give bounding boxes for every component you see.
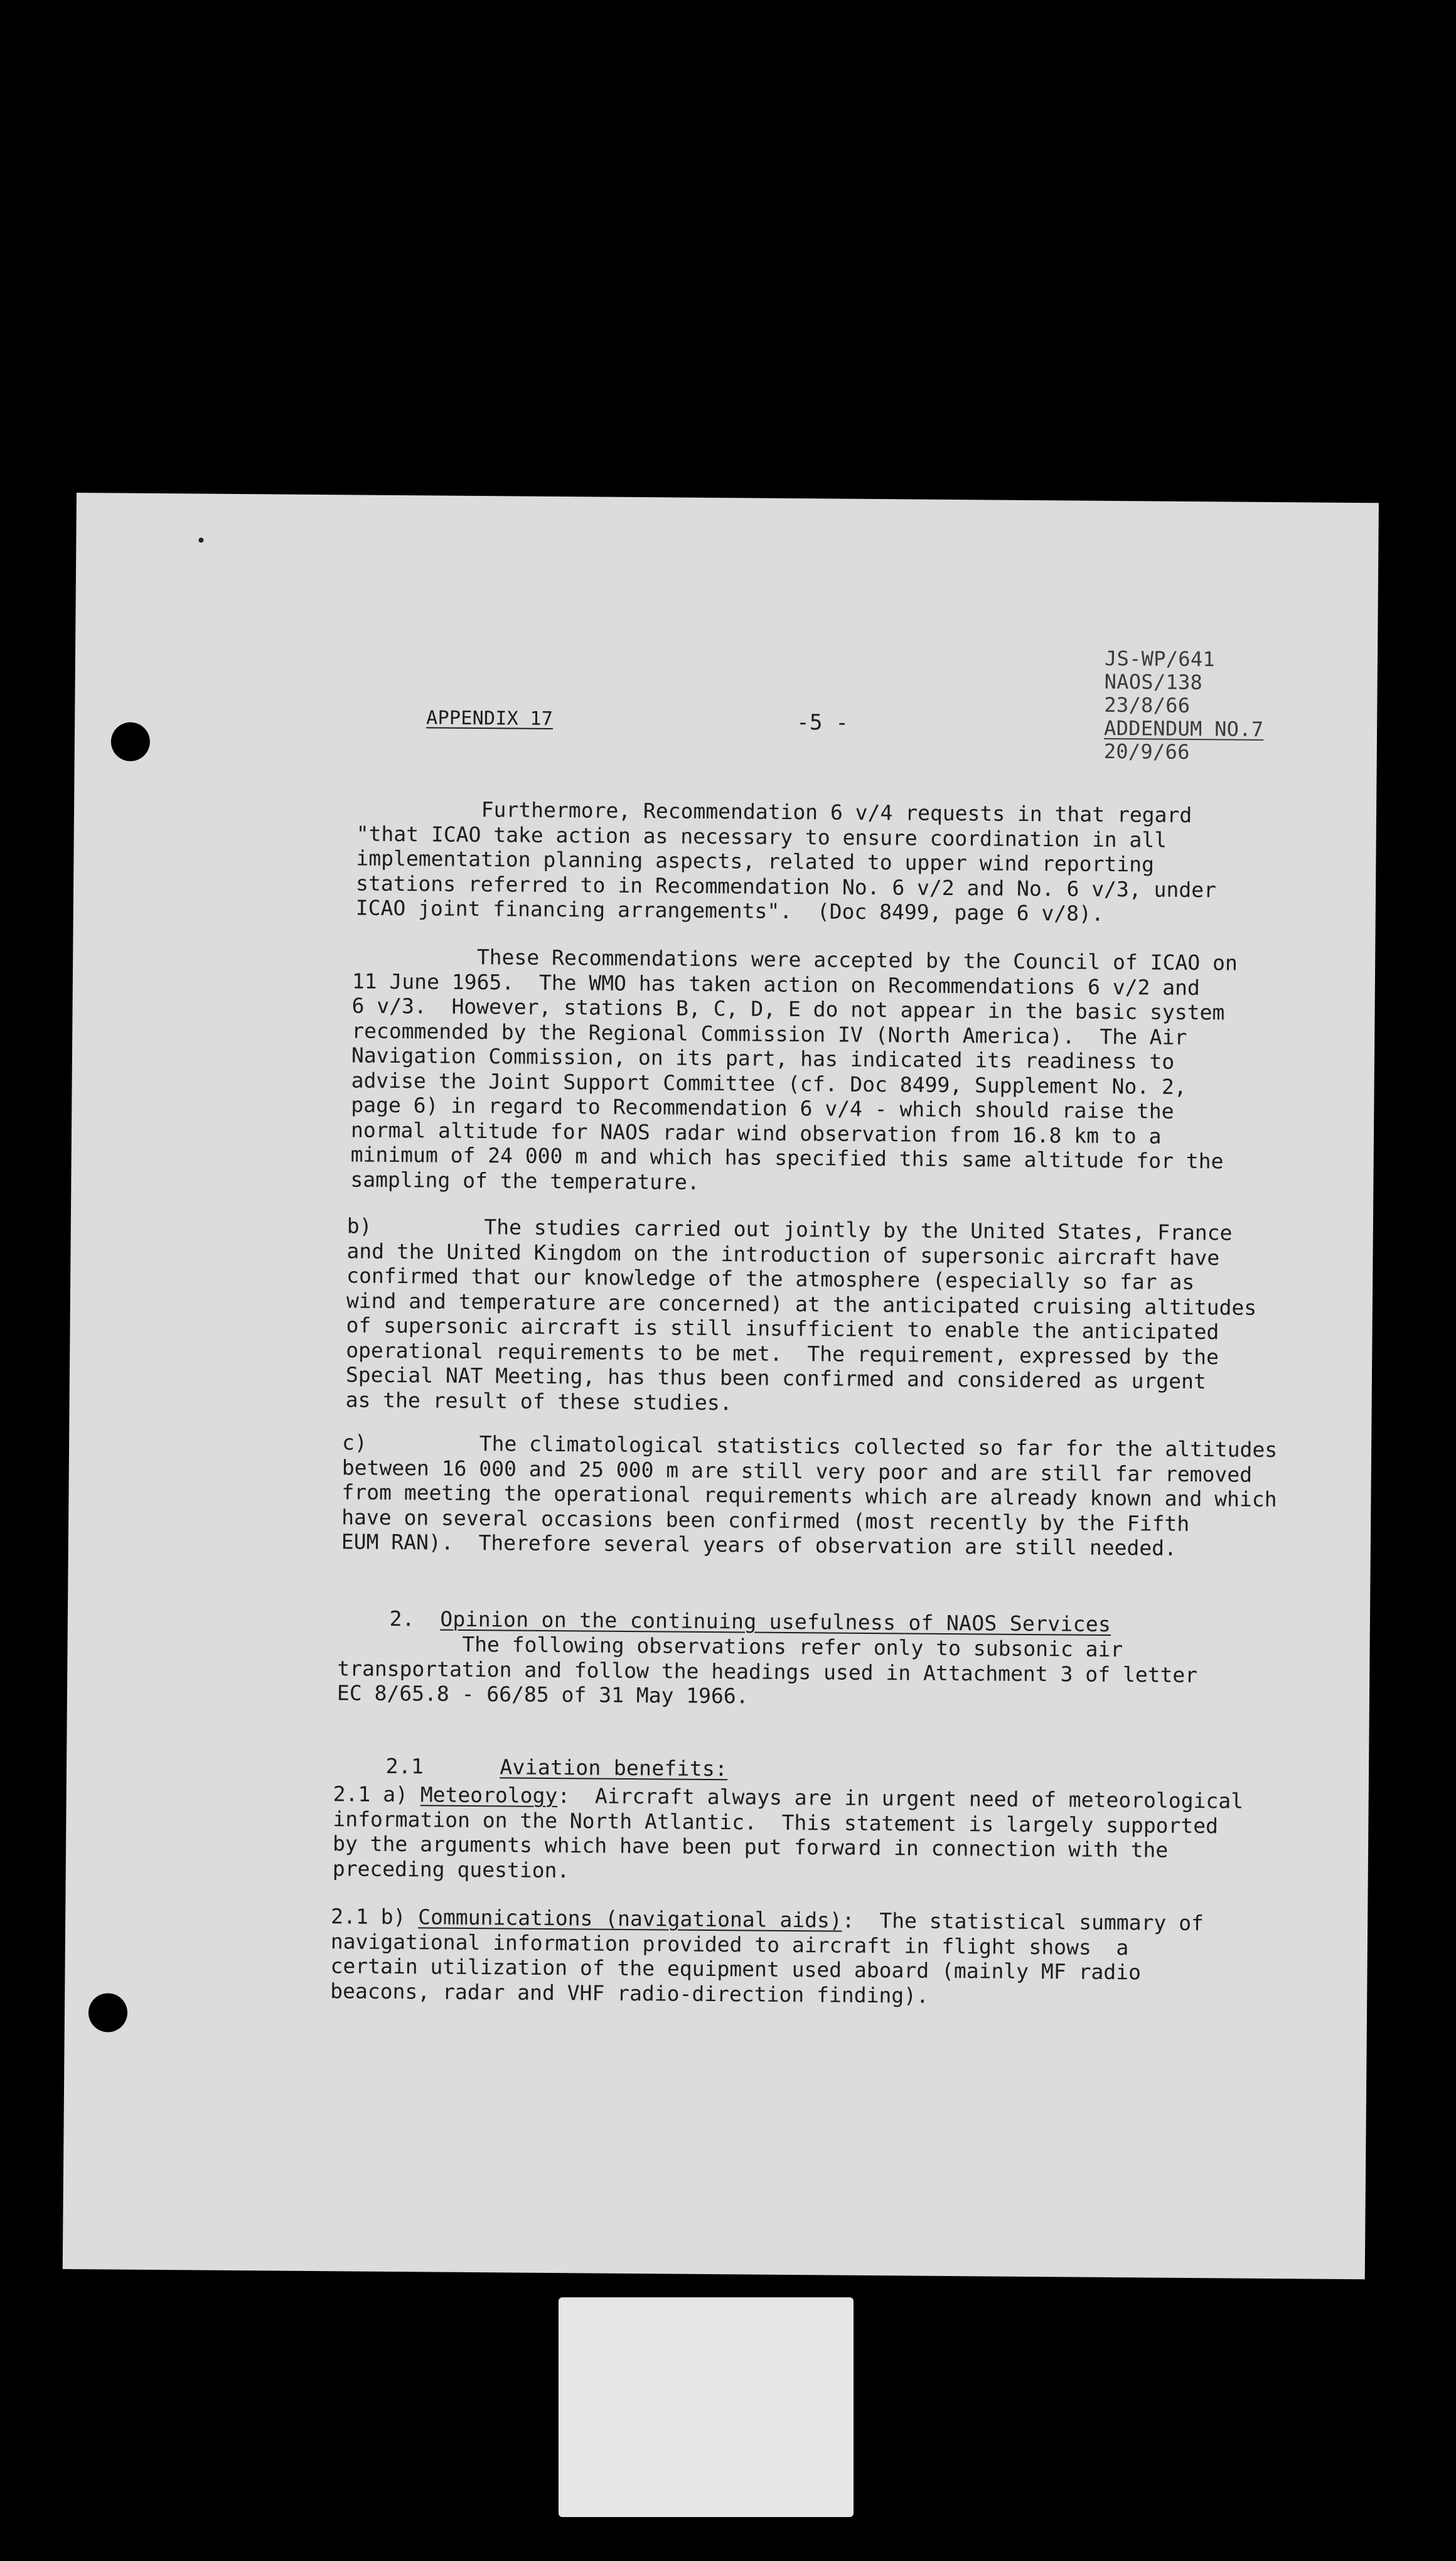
ref-line: 23/8/66	[1104, 692, 1191, 717]
item-prefix: 2.1 a)	[333, 1781, 420, 1807]
text-line: normal altitude for NAOS radar wind observation from 16.8 km to a	[350, 1117, 1162, 1149]
item-prefix: 2.1 b)	[331, 1904, 419, 1930]
paragraph-recommendations	[350, 943, 1331, 1199]
speck-mark	[198, 538, 203, 543]
item-2-1-a-meteorology	[333, 1781, 1312, 1888]
text-line: b) The studies carried out jointly by the United States, France	[346, 1213, 1233, 1245]
punch-hole-bottom	[88, 1993, 127, 2032]
item-text: : The statistical summary of	[842, 1908, 1204, 1936]
text-line: between 16 000 and 25 000 m are still very poor and are still far removed	[341, 1454, 1253, 1487]
text-line: 11 June 1965. The WMO has taken action on Recommendations 6 v/2 and	[351, 968, 1201, 1000]
appendix-label: APPENDIX 17	[426, 707, 554, 730]
punch-hole-top	[111, 722, 150, 761]
text-line: 6 v/3. However, stations B, C, D, E do not appear in the basic system	[351, 993, 1225, 1025]
page-number: -5 -	[796, 710, 849, 736]
text-line: by the arguments which have been put forward in connection with the	[332, 1831, 1169, 1862]
text-line: stations referred to in Recommendation No. 6 v/2 and No. 6 v/3, under	[355, 871, 1217, 902]
text-line: Furthermore, Recommendation 6 v/4 requests in that regard	[356, 796, 1192, 827]
text-line: advise the Joint Support Committee (cf. Doc 8499, Supplement No. 2,	[351, 1067, 1187, 1099]
paragraph-c-statistics	[341, 1430, 1322, 1562]
text-line: as the result of these studies.	[345, 1387, 732, 1415]
addendum-line: ADDENDUM NO.7	[1103, 716, 1264, 741]
text-line: and the United Kingdom on the introduction of supersonic aircraft have	[346, 1238, 1220, 1270]
section-title: Opinion on the continuing usefulness of NAOS Services	[440, 1606, 1111, 1636]
section-title: Aviation benefits:	[500, 1754, 728, 1781]
text-line: operational requirements to be met. The requirement, expressed by the	[346, 1337, 1219, 1369]
text-line: confirmed that our knowledge of the atmosphere (especially so far as	[346, 1263, 1195, 1295]
text-line: have on several occasions been confirmed (most recently by the Fifth	[341, 1504, 1190, 1536]
text-line: of supersonic aircraft is still insufficient to enable the anticipated	[346, 1313, 1219, 1345]
item-heading: Meteorology	[420, 1782, 558, 1808]
text-line: Navigation Commission, on its part, has indicated its readiness to	[351, 1043, 1175, 1074]
paragraph-furthermore	[356, 797, 1336, 928]
item-text: : Aircraft always are in urgent need of meteorological	[557, 1783, 1244, 1813]
text-line: from meeting the operational requirements which are already known and which	[341, 1479, 1277, 1512]
text-line: sampling of the temperature.	[350, 1166, 700, 1195]
text-line: The following observations refer only to subsonic air	[337, 1631, 1123, 1662]
text-line: beacons, radar and VHF radio-direction finding).	[330, 1978, 929, 2008]
text-line: information on the North Atlantic. This statement is largely supported	[333, 1806, 1219, 1838]
item-2-1-b-communications	[330, 1904, 1310, 2011]
item-heading: Communications (navigational aids)	[418, 1904, 842, 1933]
text-line: ICAO joint financing arrangements". (Doc 8499, page 6 v/8).	[355, 895, 1105, 926]
text-line: EC 8/65.8 - 66/85 of 31 May 1966.	[336, 1680, 749, 1709]
text-line: navigational information provided to aircraft in flight shows a	[330, 1928, 1129, 1960]
paragraph-section-2-intro	[337, 1631, 1317, 1713]
text-line: Special NAT Meeting, has thus been confirmed and considered as urgent	[345, 1362, 1206, 1394]
text-line: certain utilization of the equipment used aboard (mainly MF radio	[330, 1953, 1142, 1985]
text-line: page 6) in regard to Recommendation 6 v/4 - which should raise the	[351, 1092, 1174, 1124]
document-references	[1104, 647, 1265, 765]
text-line: c) The climatological statistics collected so far for the altitudes	[341, 1430, 1278, 1463]
text-line: EUM RAN). Therefore several years of observation are still needed.	[341, 1529, 1177, 1560]
text-line: These Recommendations were accepted by the Council of ICAO on	[352, 943, 1238, 975]
blank-card	[559, 2297, 854, 2517]
ref-line: NAOS/138	[1104, 669, 1203, 695]
paragraph-b-studies	[346, 1213, 1326, 1419]
text-line: minimum of 24 000 m and which has specified this same altitude for the	[350, 1142, 1224, 1174]
text-line: implementation planning aspects, related to upper wind reporting	[356, 846, 1155, 877]
text-line: preceding question.	[332, 1855, 570, 1882]
text-line: wind and temperature are concerned) at the anticipated cruising altitudes	[346, 1287, 1257, 1320]
text-line: recommended by the Regional Commission IV (North America). The Air	[351, 1017, 1187, 1050]
document-page	[63, 493, 1379, 2279]
ref-line: 20/9/66	[1103, 739, 1190, 764]
section-number: 2.1	[385, 1753, 424, 1778]
text-line: "that ICAO take action as necessary to ensure coordination in all	[356, 821, 1167, 852]
ref-line: JS-WP/641	[1104, 646, 1216, 672]
text-line: transportation and follow the headings used in Attachment 3 of letter	[337, 1655, 1198, 1687]
section-number: 2.	[389, 1606, 415, 1631]
